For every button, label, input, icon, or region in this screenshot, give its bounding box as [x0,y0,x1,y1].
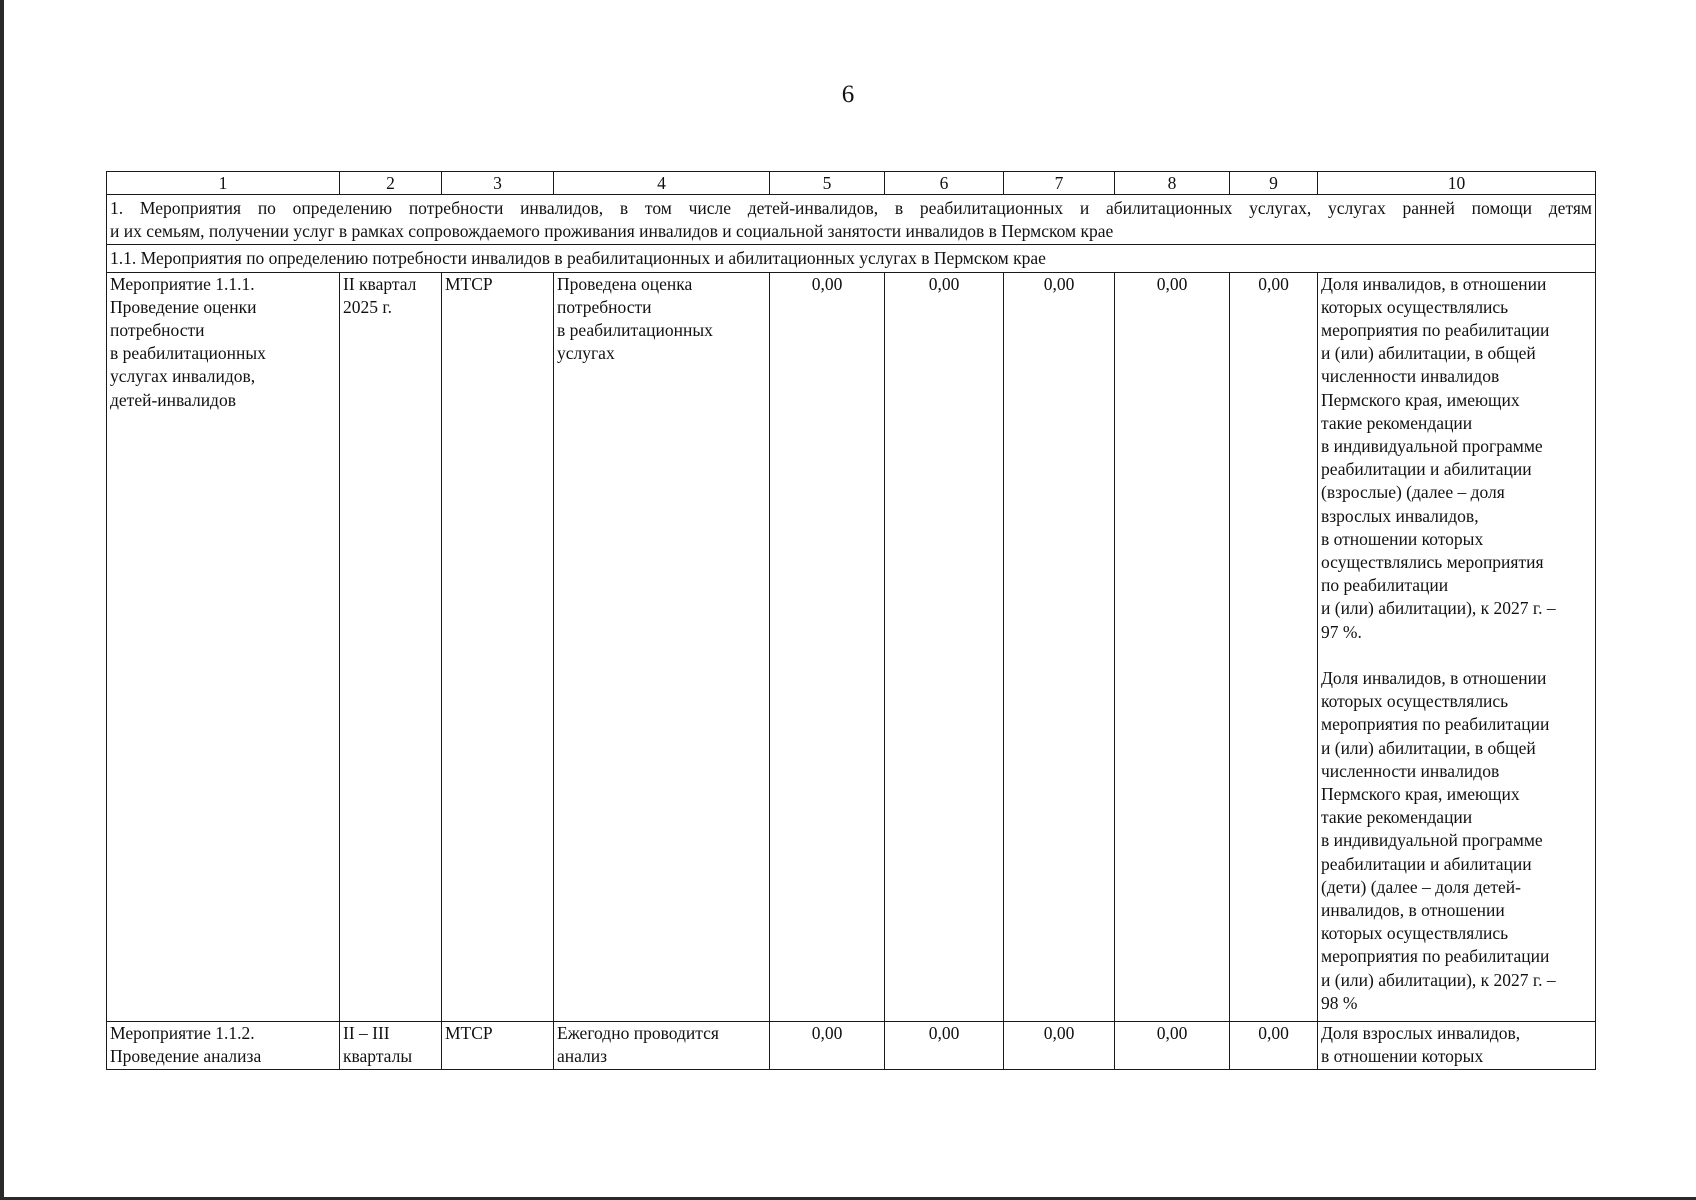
period-line: кварталы [343,1045,413,1066]
activity-line: Мероприятие 1.1.1. [110,273,255,294]
indicator-line: численности инвалидов [1321,760,1500,781]
indicator-line: реабилитации и абилитации [1321,853,1532,874]
column-number-row [107,172,1596,195]
result-line: в реабилитационных [557,320,713,341]
period-line: 2025 г. [343,296,392,317]
indicator-cell [1318,1021,1596,1069]
period-cell [340,1021,442,1069]
column-header: 10 [1318,172,1596,195]
value-cell: 0,00 [1115,1021,1230,1069]
column-header: 8 [1115,172,1230,195]
indicator-line: мероприятия по реабилитации [1321,320,1550,341]
activity-line: Проведение анализа [110,1045,262,1066]
section-1-line: 1. Мероприятия по определению потребности инвалидов, в том числе детей-инвалидов, в реабилитационных и абилитационных услугах, услугах ранней помощи детям [110,198,1592,218]
period-cell [340,272,442,1021]
indicator-line: в индивидуальной программе [1321,830,1543,851]
value-cell: 0,00 [770,272,885,1021]
result-line: услугах [557,343,615,364]
section-1-1-heading: 1.1. Мероприятия по определению потребности инвалидов в реабилитационных и абилитационных услугах в Пермском крае [107,245,1596,272]
indicator-line: которых осуществлялись [1321,923,1509,944]
indicator-line: Доля инвалидов, в отношении [1321,273,1547,294]
scan-left-border [0,0,4,1200]
indicator-line: (дети) (далее – доля детей- [1321,876,1521,897]
period-line: II квартал [343,273,417,294]
indicator-line: в отношении которых [1321,528,1484,549]
indicator-line: взрослых инвалидов, [1321,505,1479,526]
table-row [107,272,1596,1021]
value-cell: 0,00 [1115,272,1230,1021]
column-header: 2 [340,172,442,195]
result-line: потребности [557,296,652,317]
result-cell [554,272,770,1021]
value-cell: 0,00 [1004,272,1115,1021]
page-number: 6 [841,81,855,108]
indicator-line: по реабилитации [1321,575,1449,596]
column-header: 3 [442,172,554,195]
activity-line: детей-инвалидов [110,389,236,410]
paragraph-gap [1321,644,1592,667]
indicator-line: и (или) абилитации), к 2027 г. – [1321,969,1556,990]
section-1-line: и их семьям, получении услуг в рамках сопровождаемого проживания инвалидов и социальной занятости инвалидов в Пермском крае [110,221,1114,242]
result-line: анализ [557,1045,608,1066]
column-header: 6 [885,172,1004,195]
indicator-line: в отношении которых [1321,1045,1484,1066]
section-1-heading [107,195,1596,245]
indicator-line: и (или) абилитации, в общей [1321,737,1536,758]
activity-cell [107,1021,340,1069]
value-cell: 0,00 [885,272,1004,1021]
table-row [107,1021,1596,1069]
indicator-cell [1318,272,1596,1021]
indicator-line: которых осуществлялись [1321,691,1509,712]
period-line: II – III [343,1022,390,1043]
indicator-line: и (или) абилитации, в общей [1321,343,1536,364]
column-header: 1 [107,172,340,195]
measures-table [106,171,1596,1070]
executor-cell: МТСР [442,272,554,1021]
result-line: Проведена оценка [557,273,693,294]
value-cell: 0,00 [1004,1021,1115,1069]
activity-line: в реабилитационных [110,343,266,364]
indicator-line: и (или) абилитации), к 2027 г. – [1321,598,1556,619]
indicator-line: такие рекомендации [1321,412,1473,433]
activity-line: Проведение оценки [110,296,257,317]
column-header: 7 [1004,172,1115,195]
indicator-line: 98 % [1321,992,1358,1013]
result-line: Ежегодно проводится [557,1022,719,1043]
indicator-line: инвалидов, в отношении [1321,900,1505,921]
subsection-row [107,245,1596,272]
indicator-line: мероприятия по реабилитации [1321,714,1550,735]
indicator-line: Пермского края, имеющих [1321,784,1520,805]
value-cell: 0,00 [1230,1021,1318,1069]
value-cell: 0,00 [770,1021,885,1069]
indicator-line: которых осуществлялись [1321,296,1509,317]
indicator-line: Доля инвалидов, в отношении [1321,668,1547,689]
value-cell: 0,00 [1230,272,1318,1021]
indicator-line: численности инвалидов [1321,366,1500,387]
indicator-line: в индивидуальной программе [1321,436,1543,457]
executor-cell: МТСР [442,1021,554,1069]
column-header: 9 [1230,172,1318,195]
activity-line: потребности [110,320,205,341]
section-row [107,195,1596,245]
indicator-line: 97 %. [1321,621,1362,642]
result-cell [554,1021,770,1069]
column-header: 5 [770,172,885,195]
indicator-line: реабилитации и абилитации [1321,459,1532,480]
indicator-line: Доля взрослых инвалидов, [1321,1022,1521,1043]
indicator-line: мероприятия по реабилитации [1321,946,1550,967]
indicator-line: осуществлялись мероприятия [1321,552,1544,573]
activity-cell [107,272,340,1021]
value-cell: 0,00 [885,1021,1004,1069]
indicator-line: (взрослые) (далее – доля [1321,482,1505,503]
indicator-line: Пермского края, имеющих [1321,389,1520,410]
indicator-line: такие рекомендации [1321,807,1473,828]
activity-line: услугах инвалидов, [110,366,256,387]
column-header: 4 [554,172,770,195]
activity-line: Мероприятие 1.1.2. [110,1022,255,1043]
